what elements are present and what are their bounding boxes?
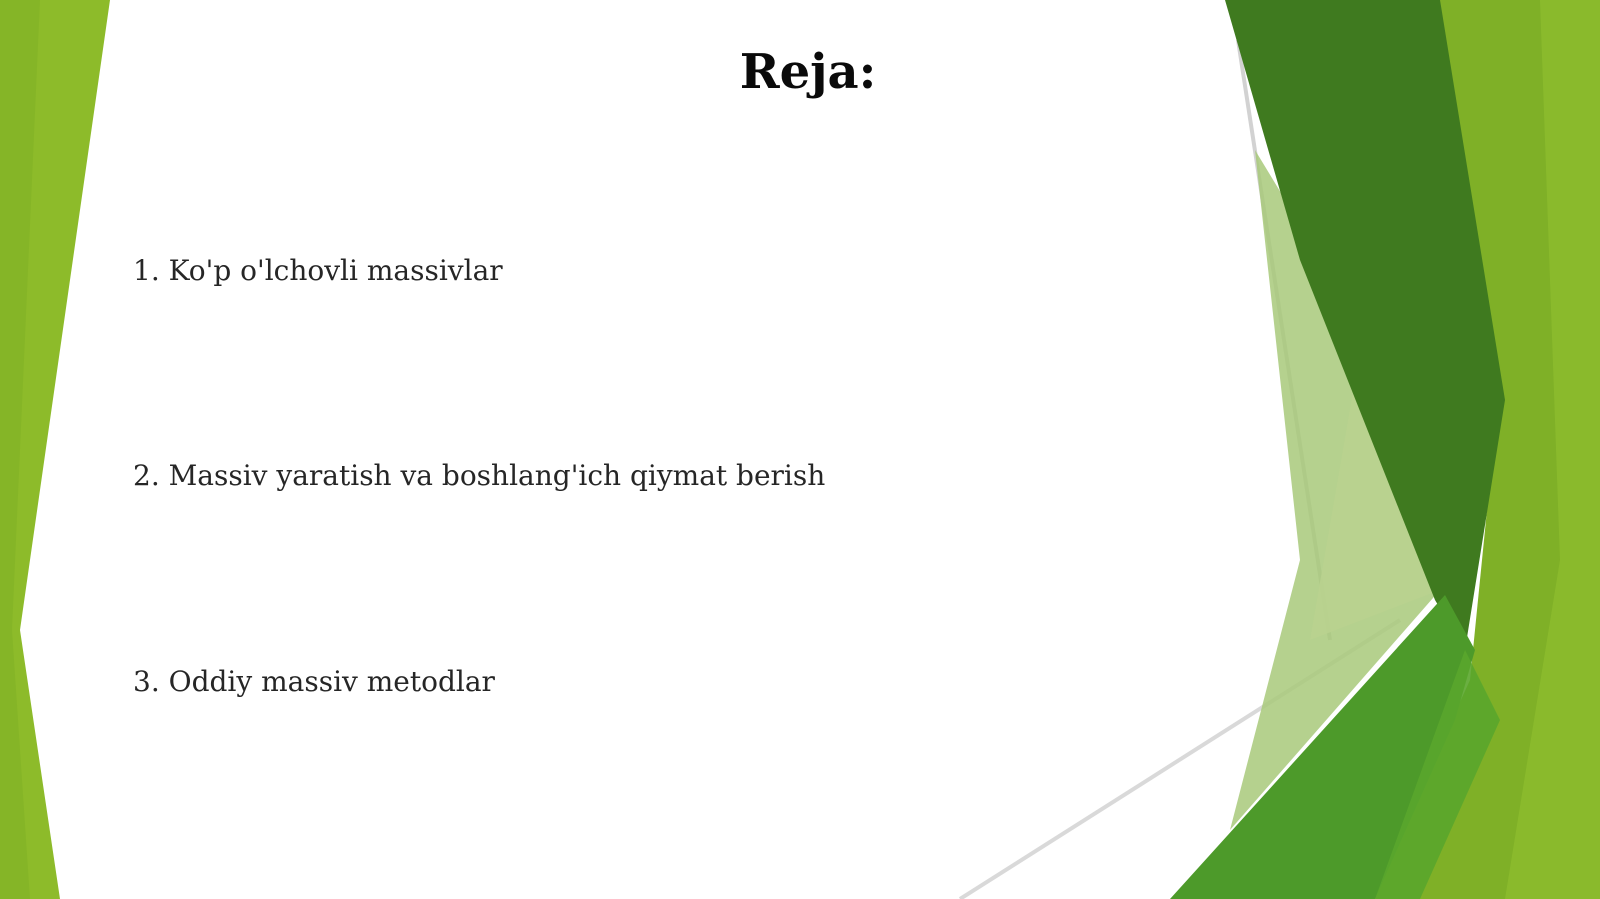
plan-item-1: 1. Ko'p o'lchovli massivlar xyxy=(133,254,503,287)
slide-title: Reja: xyxy=(739,44,877,100)
plan-item-2: 2. Massiv yaratish va boshlang'ich qiymat berish xyxy=(133,459,826,492)
plan-item-3: 3. Oddiy massiv metodlar xyxy=(133,665,495,698)
